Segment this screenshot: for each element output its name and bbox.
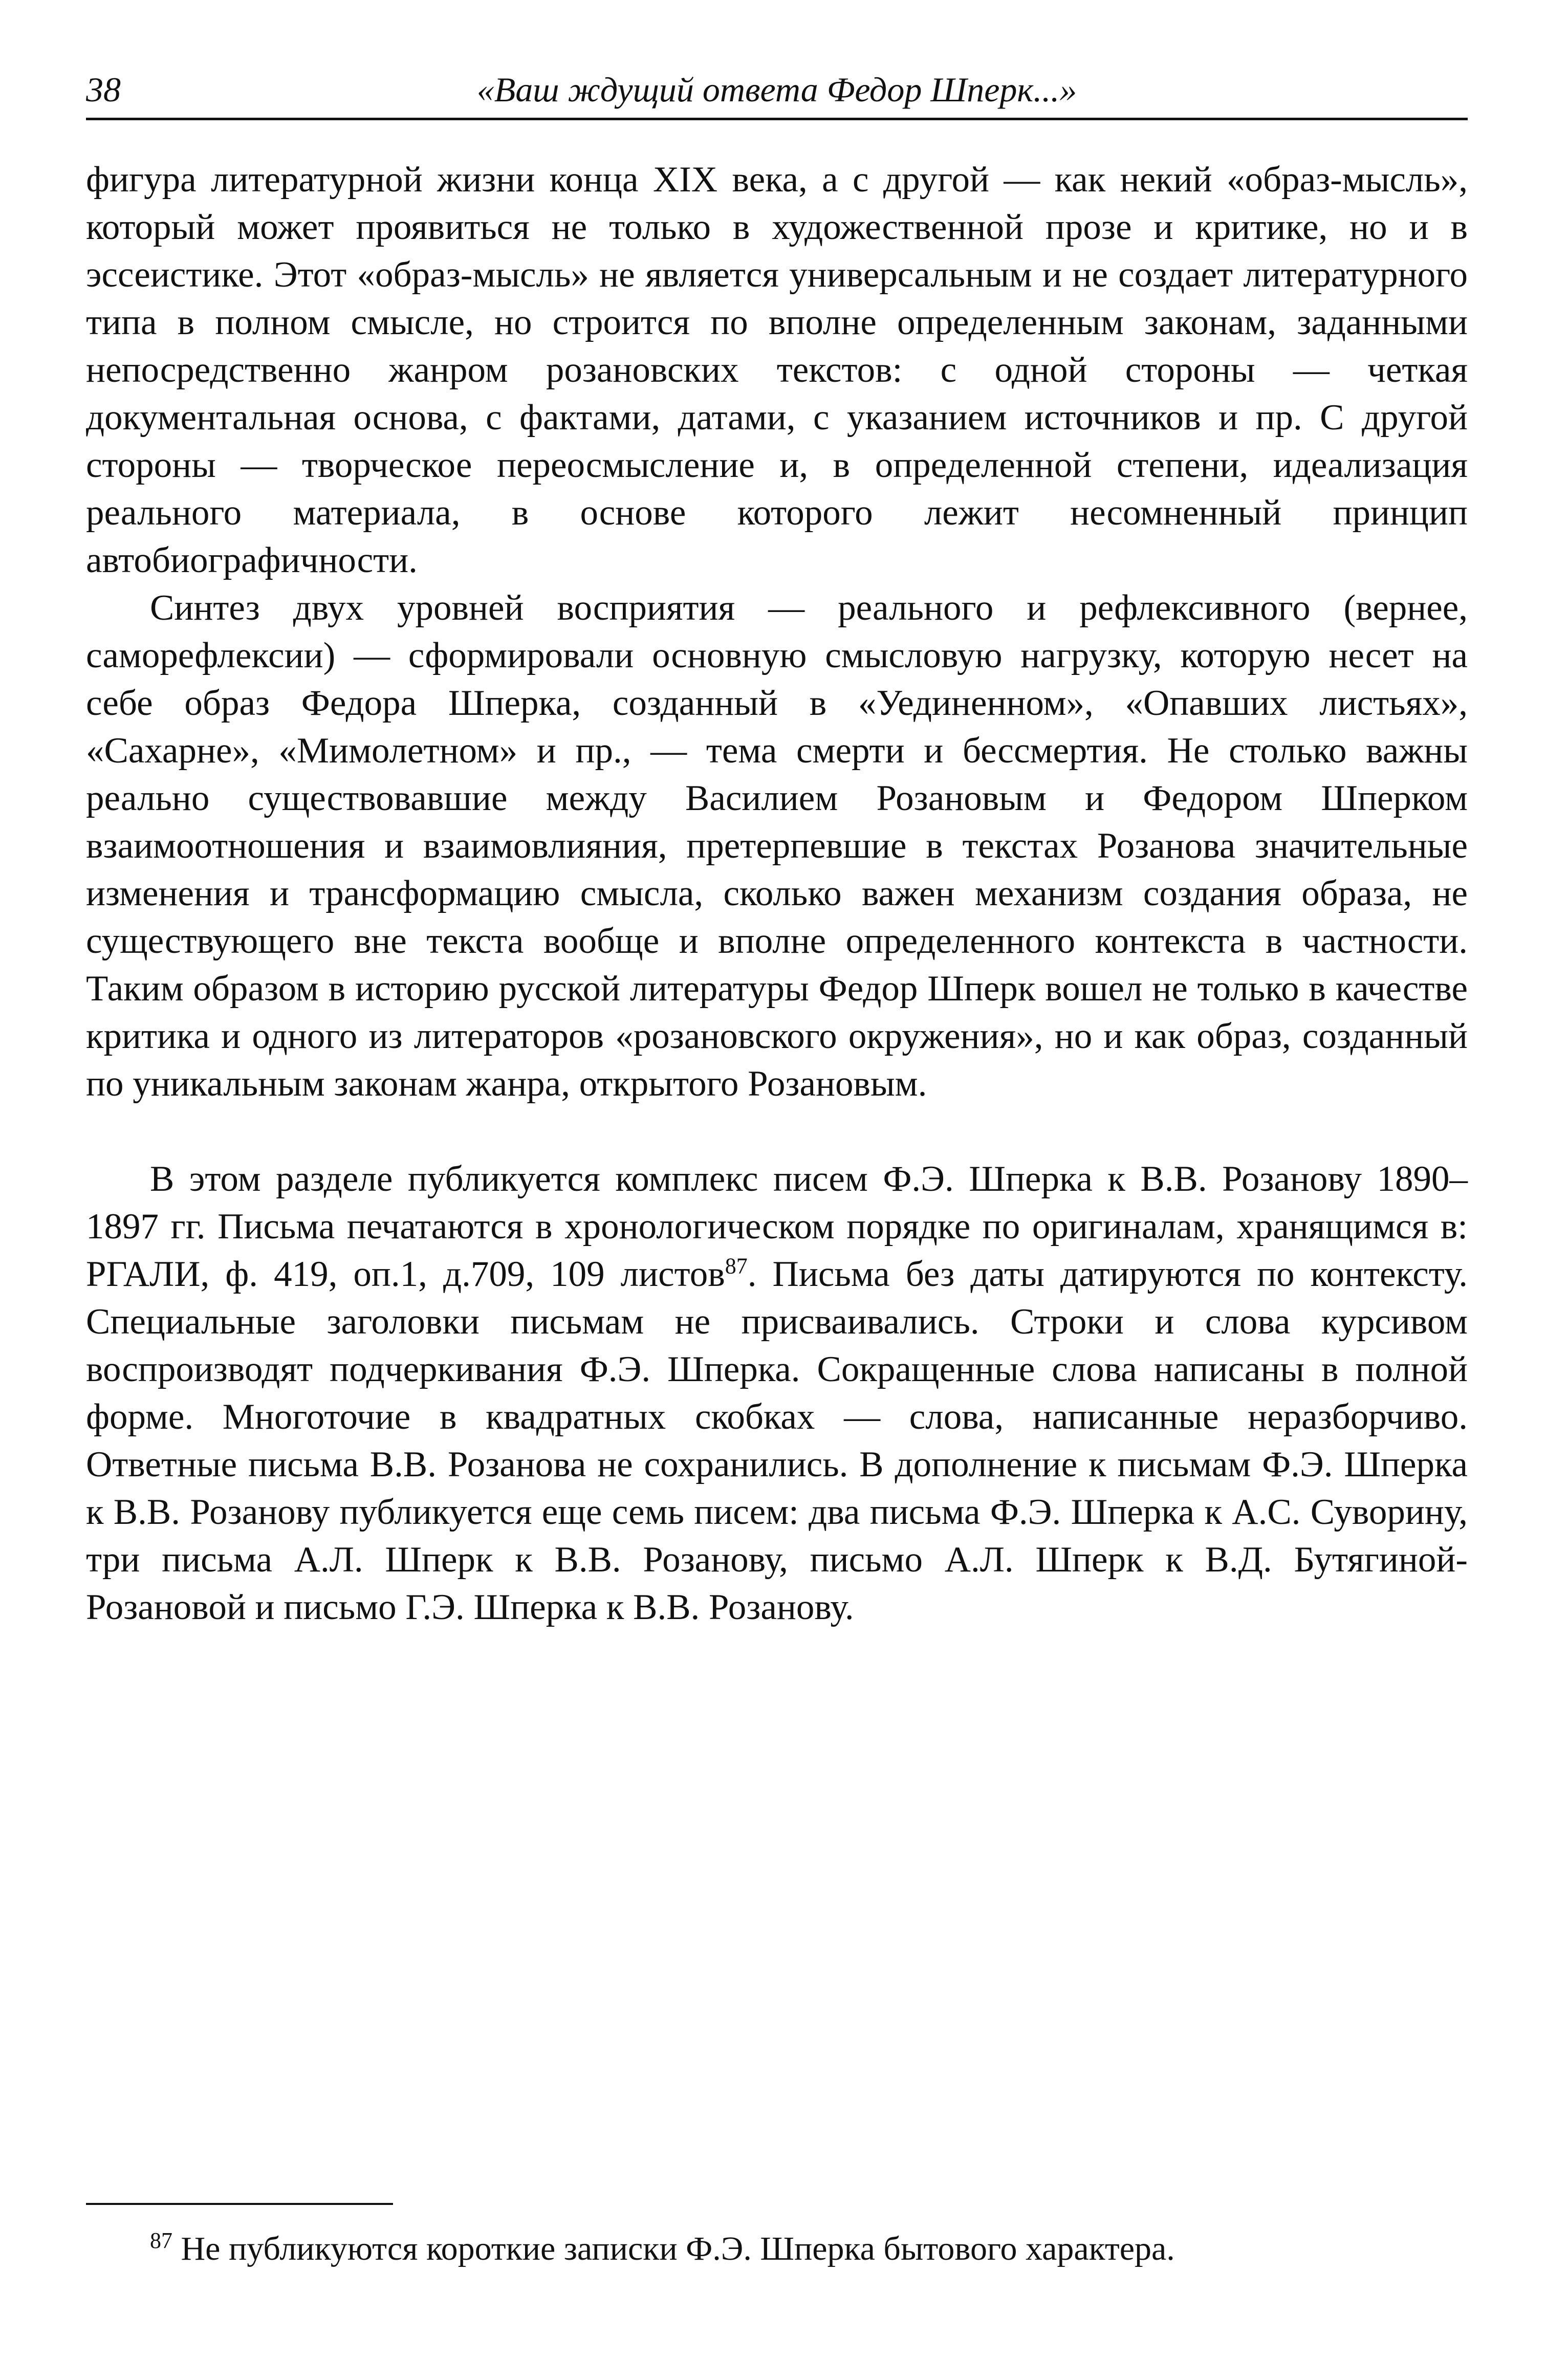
paragraph-continued: фигура литературной жизни конца XIX века, а с другой — как некий «образ-мысль», который может проявиться не только в художественной прозе и критике, но и в эссеистике. Этот «образ-мысль» не является универсальным и не создает литературного типа в полном смысле, но строится по вполне определенным законам, заданными непосредственно жанром розановских текстов: с одной стороны — четкая документальная основа, с фактами, датами, с указанием источников и пр. С другой стороны — творческое переосмысление и, в определенной степени, идеализация реального материала, в основе которого лежит несомненный принцип автобиографичности. — [86, 160, 1468, 580]
footnote-reference: 87 — [725, 1253, 748, 1279]
paragraph-publication-note: В этом разделе публикуется комплекс писем Ф.Э. Шперка к В.В. Розанову 1890–1897 гг. Письма печатаются в хронологическом порядке по оригиналам, хранящимся в: РГАЛИ, ф. 419, оп.1, д.709, 109 листов$^{87}$. Письма без даты датируются по контексту. Специальные заголовки письмам не присваивались. Строки и слова курсивом воспроизводят подчеркивания Ф.Э. Шперка. Сокращенные слова написаны в полной форме. Многоточие в квадратных скобках — слова, написанные неразборчиво. Ответные письма В.В. Розанова не сохранились. В дополнение к письмам Ф.Э. Шперка к В.В. Розанову публикуется еще семь писем: два письма Ф.Э. Шперка к А.С. Суворину, три письма А.Л. Шперк к В.В. Розанову, письмо А.Л. Шперк к В.Д. Бутягиной-Розановой и письмо Г.Э. Шперка к В.В. Розанову. — [86, 1159, 1468, 1627]
page-number: 38 — [86, 70, 121, 109]
running-head — [86, 61, 1468, 120]
publication-details: Письма без даты датируются по контексту. Специальные заголовки письмам не присваивались. Строки и слова курсивом воспроизводят подчеркивания Ф.Э. Шперка. Сокращенные слова написаны в полной форме. Многоточие в квадратных скобках — слова, написанные неразборчиво. Ответные письма В.В. Розанова не сохранились. В дополнение к письмам Ф.Э. Шперка к В.В. Розанову публикуется еще семь писем: два письма Ф.Э. Шперка к А.С. Суворину, три письма А.Л. Шперк к В.В. Розанову, письмо А.Л. Шперк к В.Д. Бутягиной-Розановой и письмо Г.Э. Шперка к В.В. Розанову. — [86, 1254, 1468, 1627]
footnote-divider — [86, 2203, 393, 2205]
publication-intro: В этом разделе публикуется комплекс писем Ф.Э. Шперка к В.В. Розанову 1890–1897 гг. Письма печатаются в хронологическом порядке по оригиналам, хранящимся в: РГАЛИ, ф. 419, оп.1, д.709, 109 листов — [86, 1159, 1468, 1294]
body-text — [86, 156, 1468, 1631]
footnote-marker: 87 — [150, 2228, 172, 2253]
footnote — [86, 2226, 1468, 2272]
running-title: «Ваш ждущий ответа Федор Шперк...» — [476, 70, 1077, 109]
paragraph-synthesis: Синтез двух уровней восприятия — реального и рефлексивного (вернее, саморефлексии) — сформировали основную смысловую нагрузку, которую несет на себе образ Федора Шперка, созданный в «Уединенном», «Опавших листьях», «Сахарне», «Мимолетном» и пр., — тема смерти и бессмертия. Не столько важны реально существовавшие между Василием Розановым и Федором Шперком взаимоотношения и взаимовлияния, претерпевшие в текстах Розанова значительные изменения и трансформацию смысла, сколько важен механизм создания образа, не существующего вне текста вообще и вполне определенного контекста в частности. Таким образом в историю русской литературы Федор Шперк вошел не только в качестве критика и одного из литераторов «розановского окружения», но и как образ, созданный по уникальным законам жанра, открытого Розановым. — [86, 588, 1468, 1104]
book-page — [86, 61, 1468, 2313]
footnote-text: Не публикуются короткие записки Ф.Э. Шперка бытового характера. — [172, 2230, 1175, 2267]
